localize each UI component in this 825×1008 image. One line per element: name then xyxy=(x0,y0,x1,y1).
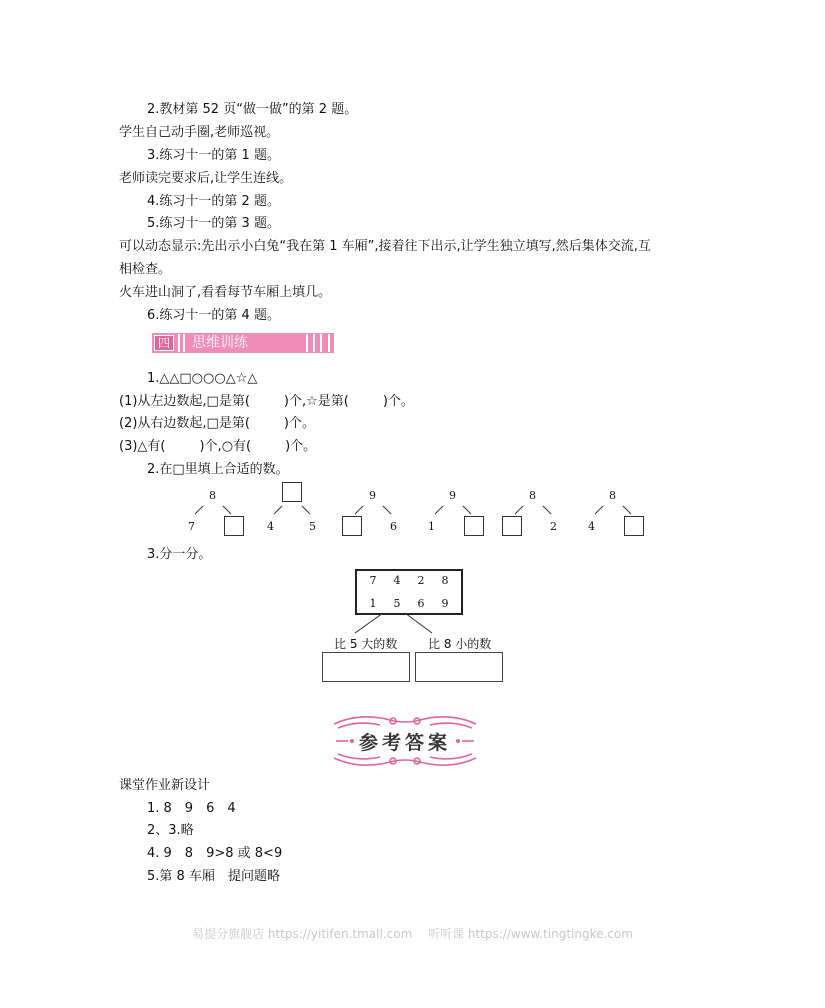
question-text: (2)从右边数起,□是第( xyxy=(119,416,250,431)
bond-line xyxy=(515,506,523,514)
bond-line xyxy=(623,506,631,514)
number-cell: 4 xyxy=(393,574,401,587)
banner-stripes xyxy=(306,334,332,352)
question-line xyxy=(119,415,315,433)
answer-box-right xyxy=(415,652,503,682)
bond-line xyxy=(274,506,282,514)
blank-box xyxy=(502,516,522,536)
bond-line xyxy=(543,506,551,514)
bond-part: 6 xyxy=(390,520,397,533)
exercise-title: 3.分一分。 xyxy=(147,547,212,562)
bond-total: 8 xyxy=(529,489,536,502)
bond-line xyxy=(383,506,391,514)
text-line: 可以动态显示:先出示小白兔“我在第 1 车厢”,接着往下出示,让学生独立填写,然后集体交流,互 xyxy=(119,239,651,254)
question-text: )个。 xyxy=(285,439,317,454)
text-line: 4.练习十一的第 2 题。 xyxy=(147,194,280,209)
text-line: 2.教材第 52 页“做一做”的第 2 题。 xyxy=(147,102,358,117)
question-text: )个,○有( xyxy=(199,439,252,454)
text-line: 相检查。 xyxy=(119,262,172,277)
text-line: 3.练习十一的第 1 题。 xyxy=(147,148,280,163)
bond-total: 8 xyxy=(209,489,216,502)
category-label: 比 5 大的数 xyxy=(334,637,398,651)
section-title: 思维训练 xyxy=(192,335,248,351)
bond-part: 2 xyxy=(550,520,557,533)
question-text: )个,☆是第( xyxy=(283,394,349,409)
bond-total: 8 xyxy=(609,489,616,502)
number-cell: 2 xyxy=(417,574,425,587)
answer-line: 5.第 8 车厢 提问题略 xyxy=(147,869,280,884)
number-row xyxy=(357,574,461,587)
bond-part: 1 xyxy=(428,520,435,533)
answers-heading: 课堂作业新设计 xyxy=(119,778,211,793)
number-cell: 8 xyxy=(441,574,449,587)
answer-line: 2、3.略 xyxy=(147,823,194,838)
bond-total: 9 xyxy=(369,489,376,502)
question-line xyxy=(119,438,316,456)
bond-line xyxy=(223,506,231,514)
bond-line xyxy=(302,506,310,514)
category-label: 比 8 小的数 xyxy=(428,637,492,651)
number-cell: 7 xyxy=(369,574,377,587)
bond-part: 4 xyxy=(267,520,274,533)
bond-line xyxy=(195,506,203,514)
blank-box xyxy=(224,516,244,536)
answer-line: 1. 8 9 6 4 xyxy=(147,801,236,816)
exercise-title: 1.△△□○○○△☆△ xyxy=(147,371,258,386)
number-cell: 1 xyxy=(369,597,377,610)
bond-total: 9 xyxy=(449,489,456,502)
blank-box xyxy=(282,482,302,502)
bond-part: 5 xyxy=(309,520,316,533)
answer-line: 4. 9 8 9>8 或 8<9 xyxy=(147,846,283,861)
answers-banner xyxy=(330,710,480,772)
number-cell: 6 xyxy=(417,597,425,610)
text-line: 学生自己动手圈,老师巡视。 xyxy=(119,125,280,140)
number-cell: 9 xyxy=(441,597,449,610)
question-text: (1)从左边数起,□是第( xyxy=(119,394,250,409)
text-line: 6.练习十一的第 4 题。 xyxy=(147,308,280,323)
question-text: )个。 xyxy=(283,416,315,431)
section-banner xyxy=(152,333,334,353)
text-line: 老师读完要求后,让学生连线。 xyxy=(119,171,293,186)
blank-box xyxy=(342,516,362,536)
blank-box xyxy=(624,516,644,536)
question-text: (3)△有( xyxy=(119,439,166,454)
text-line: 火车进山洞了,看看每节车厢上填几。 xyxy=(119,285,332,300)
number-row xyxy=(357,597,461,610)
bond-part: 4 xyxy=(588,520,595,533)
blank-box xyxy=(464,516,484,536)
number-cell: 5 xyxy=(393,597,401,610)
text-line: 5.练习十一的第 3 题。 xyxy=(147,216,280,231)
question-text: )个。 xyxy=(382,394,414,409)
bond-part: 7 xyxy=(188,520,195,533)
bond-line xyxy=(463,506,471,514)
section-number: 四 xyxy=(154,335,174,351)
number-card xyxy=(355,569,463,615)
answer-box-left xyxy=(322,652,410,682)
bond-line xyxy=(355,506,363,514)
exercise-title: 2.在□里填上合适的数。 xyxy=(147,462,289,477)
bond-line xyxy=(595,506,603,514)
footer-watermark: 易提分旗舰店 https://yitifen.tmall.com 听听课 https://www.tingtingke.com xyxy=(192,927,633,941)
question-line xyxy=(119,393,414,411)
answers-title: 参考答案 xyxy=(358,732,451,754)
bond-line xyxy=(435,506,443,514)
